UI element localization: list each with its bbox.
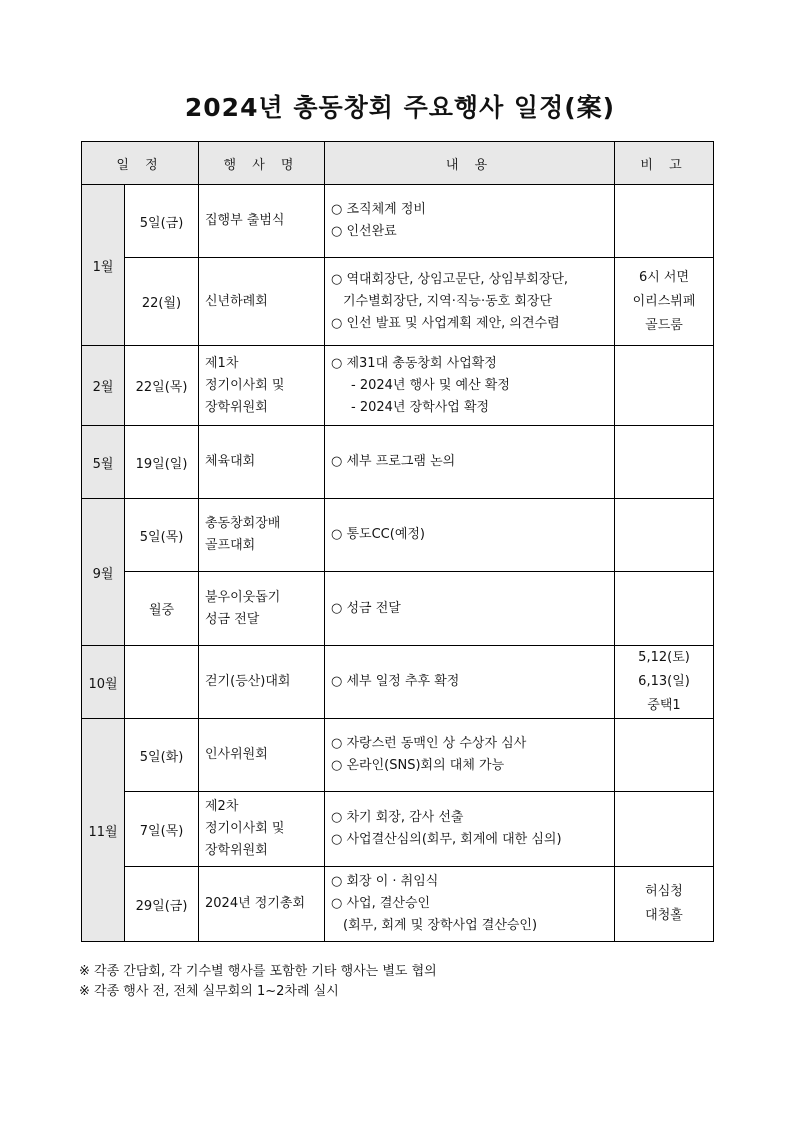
event-cell	[199, 426, 325, 499]
header-schedule: 일 정	[82, 142, 199, 185]
month-cell: 10월	[82, 646, 125, 719]
event-cell	[199, 792, 325, 867]
content-cell	[325, 792, 615, 867]
header-content: 내 용	[325, 142, 615, 185]
table-row	[82, 346, 714, 426]
day-cell: 월중	[125, 572, 199, 646]
day-cell: 7일(목)	[125, 792, 199, 867]
note-cell	[615, 499, 714, 572]
event-cell	[199, 185, 325, 258]
content-line: - 2024년 장학사업 확정	[351, 399, 490, 415]
note-cell	[615, 572, 714, 646]
event-cell	[199, 719, 325, 792]
note-cell	[615, 346, 714, 426]
content-line: ○ 온라인(SNS)회의 대체 가능	[331, 758, 505, 773]
event-line: 총동창회장배	[205, 516, 281, 531]
event-line: 신년하례회	[205, 293, 268, 309]
note-cell	[615, 426, 714, 499]
note-line: 이리스뷔페	[632, 293, 696, 309]
table-row	[82, 426, 714, 499]
table-header-row	[82, 142, 714, 185]
event-line: 성금 전달	[205, 611, 260, 627]
event-cell	[199, 346, 325, 426]
event-line: 제1차	[205, 355, 239, 371]
note-line: 6시 서면	[638, 269, 690, 285]
footnotes	[79, 962, 437, 1002]
event-cell	[199, 867, 325, 942]
content-line: ○ 사업결산심의(회무, 회계에 대한 심의)	[331, 832, 562, 847]
month-cell: 11월	[82, 719, 125, 942]
schedule-table	[81, 141, 714, 942]
event-line: 정기이사회 및	[205, 821, 285, 836]
content-line: ○ 통도CC(예정)	[331, 527, 426, 542]
content-cell	[325, 867, 615, 942]
day-cell: 22일(목)	[125, 346, 199, 426]
table-row	[82, 185, 714, 258]
content-line: ○ 차기 회장, 감사 선출	[331, 810, 464, 825]
event-line: 인사위원회	[205, 747, 268, 762]
note-cell	[615, 792, 714, 867]
note-line: 골드룸	[645, 317, 683, 333]
day-cell: 22(월)	[125, 258, 199, 346]
content-line: (회무, 회계 및 장학사업 결산승인)	[343, 918, 538, 933]
event-line: 제2차	[205, 799, 239, 814]
month-cell: 2월	[82, 346, 125, 426]
event-line: 2024년 정기총회	[205, 896, 306, 911]
note-line: 6,13(일)	[638, 674, 690, 689]
content-line: - 2024년 행사 및 예산 확정	[351, 377, 510, 393]
note-cell	[615, 185, 714, 258]
table-row	[82, 719, 714, 792]
note-line: 5,12(토)	[638, 650, 690, 665]
content-line: ○ 자랑스런 동맥인 상 수상자 심사	[331, 736, 527, 751]
content-line: ○ 조직체계 정비	[331, 202, 426, 217]
content-line: ○ 회장 이 · 취임식	[331, 874, 439, 889]
note-cell	[615, 646, 714, 719]
content-line: 기수별회장단, 지역·직능·동호 회장단	[343, 293, 553, 309]
month-cell: 5월	[82, 426, 125, 499]
content-line: ○ 인선 발표 및 사업계획 제안, 의견수렴	[331, 315, 560, 331]
content-line: ○ 세부 프로그램 논의	[331, 454, 456, 469]
table-row	[82, 792, 714, 867]
day-cell: 5일(목)	[125, 499, 199, 572]
event-line: 불우이웃돕기	[205, 589, 281, 605]
footnote: ※ 각종 간담회, 각 기수별 행사를 포함한 기타 행사는 별도 협의	[79, 964, 437, 979]
content-cell	[325, 719, 615, 792]
content-cell	[325, 346, 615, 426]
note-line: 대청홀	[645, 908, 683, 923]
note-cell	[615, 867, 714, 942]
note-cell	[615, 719, 714, 792]
event-cell	[199, 499, 325, 572]
content-line: ○ 인선완료	[331, 224, 397, 239]
event-line: 골프대회	[205, 538, 256, 553]
event-line: 정기이사회 및	[205, 377, 285, 393]
table-row	[82, 499, 714, 572]
header-event: 행 사 명	[199, 142, 325, 185]
event-cell	[199, 646, 325, 719]
content-cell	[325, 258, 615, 346]
table-row	[82, 572, 714, 646]
footnote: ※ 각종 행사 전, 전체 실무회의 1~2차례 실시	[79, 984, 339, 999]
content-line: ○ 세부 일정 추후 확정	[331, 674, 460, 689]
note-cell	[615, 258, 714, 346]
day-cell: 29일(금)	[125, 867, 199, 942]
table-row	[82, 258, 714, 346]
content-line: ○ 성금 전달	[331, 600, 401, 616]
day-cell: 5일(금)	[125, 185, 199, 258]
event-line: 장학위원회	[205, 399, 268, 415]
header-note: 비 고	[615, 142, 714, 185]
page-title: 2024년 총동창회 주요행사 일정(案)	[184, 93, 616, 122]
content-cell	[325, 499, 615, 572]
content-line: ○ 역대회장단, 상임고문단, 상임부회장단,	[331, 271, 569, 287]
day-cell	[125, 646, 199, 719]
event-line: 걷기(등산)대회	[205, 674, 291, 689]
day-cell: 5일(화)	[125, 719, 199, 792]
day-cell: 19일(일)	[125, 426, 199, 499]
content-cell	[325, 646, 615, 719]
event-line: 집행부 출범식	[205, 213, 285, 228]
event-line: 장학위원회	[205, 843, 268, 858]
content-cell	[325, 572, 615, 646]
content-cell	[325, 185, 615, 258]
table-row	[82, 646, 714, 719]
month-cell: 9월	[82, 499, 125, 646]
month-cell: 1월	[82, 185, 125, 346]
event-line: 체육대회	[205, 454, 256, 469]
event-cell	[199, 572, 325, 646]
table-row	[82, 867, 714, 942]
note-line: 중택1	[647, 698, 681, 713]
content-line: ○ 사업, 결산승인	[331, 896, 431, 911]
note-line: 허심청	[645, 884, 683, 899]
content-cell	[325, 426, 615, 499]
event-cell	[199, 258, 325, 346]
content-line: ○ 제31대 총동창회 사업확정	[331, 355, 497, 371]
